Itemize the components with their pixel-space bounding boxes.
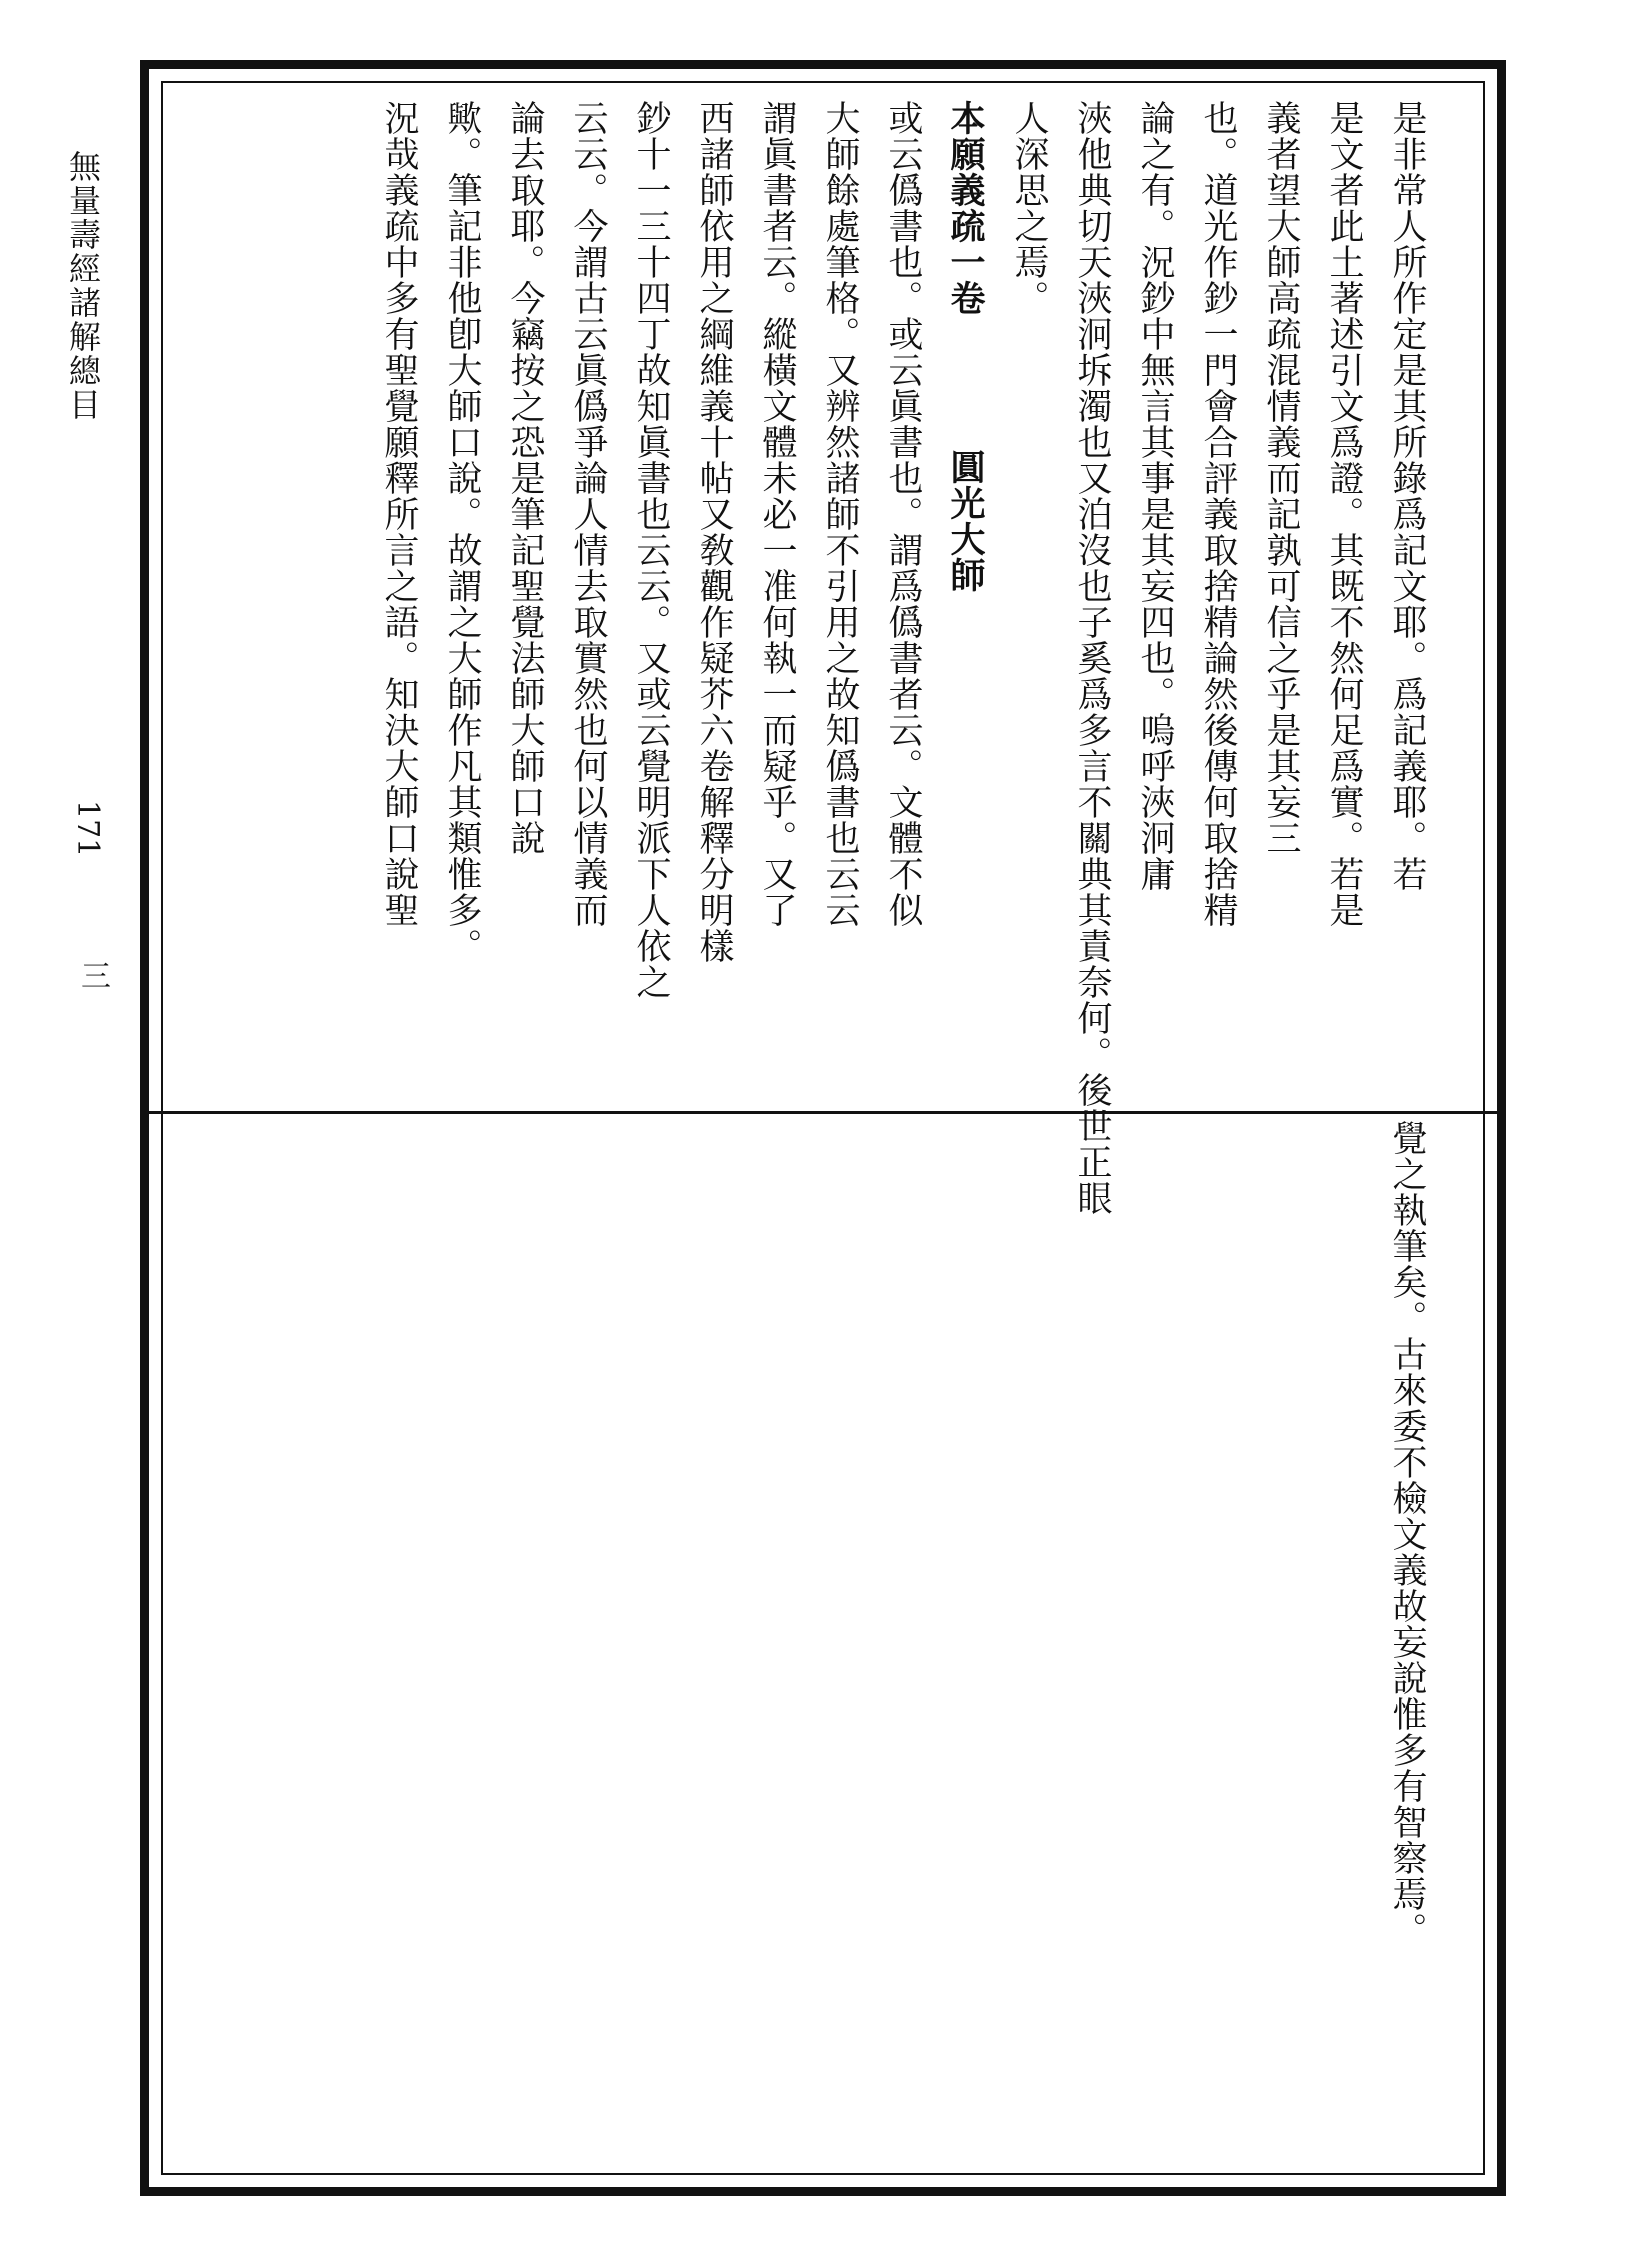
text-column: 況哉義疏中多有聖覺願釋所言之語。知決大師口說聖 [379,100,419,928]
text-column: 也。道光作鈔一門會合評義取捨精論然後傳何取捨精 [1198,100,1238,928]
text-column: 是非常人所作定是其所錄爲記文耶。爲記義耶。若 [1387,100,1427,892]
entry-author: 圓光大師 [945,449,986,594]
upper-text-block [367,100,1438,1216]
text-column: 浹他典切天浹泂坼濁也又泊沒也子奚爲多言不關典其責奈何。後世正眼 [1072,100,1112,1216]
text-column: 覺之執筆矣。古來委不檢文義故妄說惟多有智察焉。 [1387,1120,1427,1948]
text-column: 鈔十一三十四丁故知眞書也云云。又或云覺明派下人依之 [631,100,671,1000]
page-number: 171 [70,800,105,858]
sheet-number: 三 [75,960,110,990]
text-column: 或云僞書也。或云眞書也。謂爲僞書者云。文體不似 [883,100,923,928]
text-column: 謂眞書者云。縱橫文體未必一准何執一而疑乎。又了 [757,100,797,928]
text-column: 人深思之焉。 [1009,100,1049,316]
section-divider [149,1111,1497,1114]
text-column: 義者望大師高疏混情義而記孰可信之乎是其妄三 [1261,100,1301,856]
text-column: 云云。今謂古云眞僞爭論人情去取實然也何以情義而 [568,100,608,928]
running-head: 無量壽經諸解總目 [64,150,102,422]
text-column: 論去取耶。今竊按之恐是筆記聖覺法師大師口說 [505,100,545,856]
text-column: 是文者此土著述引文爲證。其既不然何足爲實。若是 [1324,100,1364,928]
text-column: 大師餘處筆格。又辨然諸師不引用之故知僞書也云云 [820,100,860,928]
entry-title [934,100,997,1100]
text-column: 論之有。況鈔中無言其事是其妄四也。嗚呼浹泂庸 [1135,100,1175,892]
text-column: 歟。筆記非他卽大師口說。故謂之大師作凡其類惟多。 [442,100,482,964]
text-column: 西諸師依用之綱維義十帖又敎觀作疑芥六卷解釋分明樣 [694,100,734,964]
lower-text-block [1375,1120,1438,2120]
entry-title-text: 本願義疏一卷 [945,100,986,316]
